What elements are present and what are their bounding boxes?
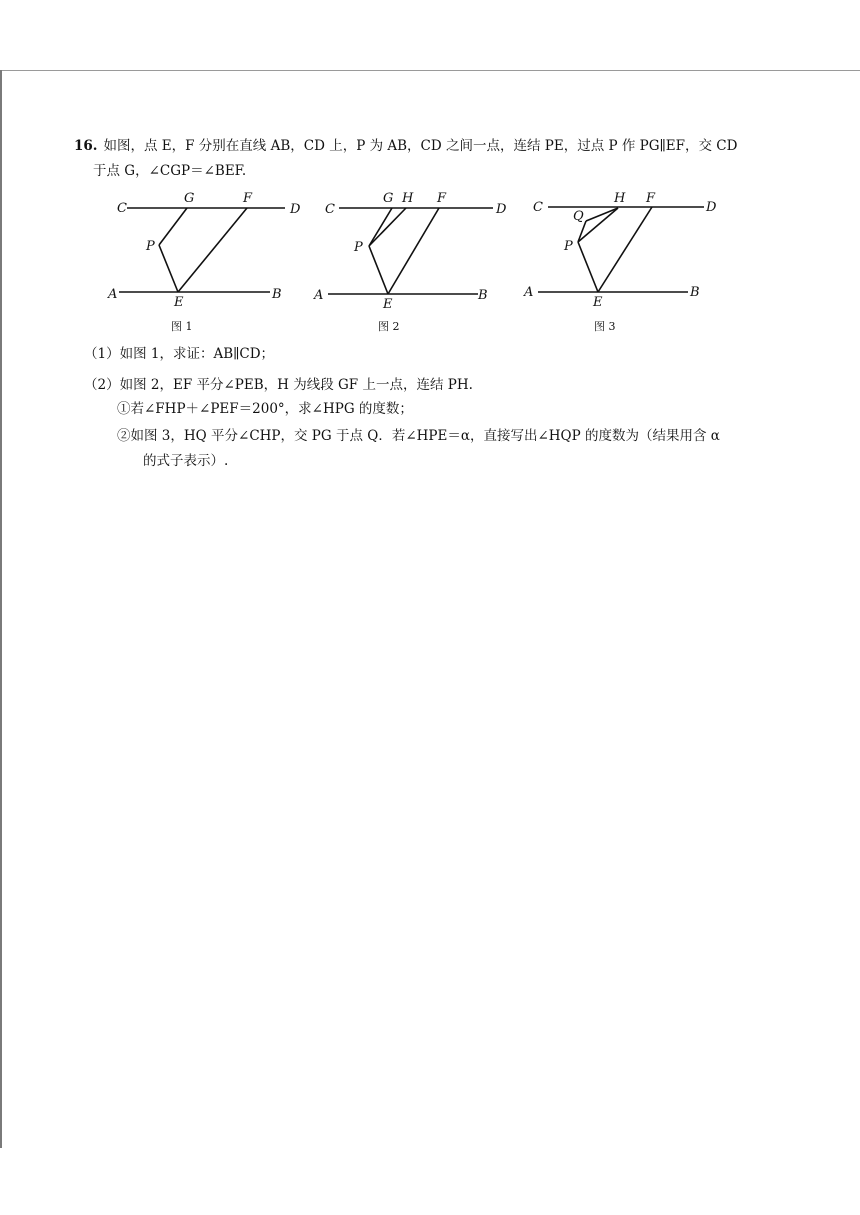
segment-pe bbox=[369, 246, 388, 294]
figure-1 bbox=[105, 188, 305, 338]
segment-ef bbox=[598, 207, 652, 292]
question-number: 16. bbox=[74, 138, 98, 154]
label-c: C bbox=[325, 202, 335, 217]
label-h: H bbox=[402, 191, 414, 206]
figure-1-caption: 图 1 bbox=[171, 320, 193, 333]
label-h: H bbox=[614, 191, 626, 206]
label-d: D bbox=[290, 202, 301, 217]
segment-ef bbox=[178, 208, 247, 292]
label-p: P bbox=[564, 239, 573, 254]
label-e: E bbox=[383, 297, 393, 312]
label-c: C bbox=[533, 200, 543, 215]
question-stem-line-2: 于点 G，∠CGP＝∠BEF. bbox=[93, 163, 247, 179]
label-b: B bbox=[690, 285, 700, 300]
question-stem-text-1: 如图，点 E，F 分别在直线 AB，CD 上，P 为 AB，CD 之间一点，连结 PE，过点 P 作 PG∥EF，交 CD bbox=[103, 138, 738, 154]
part-2-sub-2-line-1: ②如图 3，HQ 平分∠CHP，交 PG 于点 Q．若∠HPE＝α，直接写出∠HQP 的度数为（结果用含 α bbox=[117, 428, 720, 444]
part-2: （2）如图 2，EF 平分∠PEB，H 为线段 GF 上一点，连结 PH. bbox=[84, 377, 473, 393]
figure-3 bbox=[522, 188, 722, 338]
label-f: F bbox=[437, 191, 447, 206]
label-e: E bbox=[593, 295, 603, 310]
segment-pg bbox=[159, 208, 187, 245]
part-2-sub-1: ①若∠FHP＋∠PEF＝200°，求∠HPG 的度数； bbox=[117, 401, 413, 417]
label-a: A bbox=[108, 287, 118, 302]
segment-ef bbox=[388, 208, 439, 294]
part-2-sub-2-line-2: 的式子表示）. bbox=[143, 453, 229, 469]
label-d: D bbox=[496, 202, 507, 217]
label-f: F bbox=[243, 191, 253, 206]
segment-pe bbox=[159, 245, 178, 292]
figure-3-caption: 图 3 bbox=[594, 320, 616, 333]
label-a: A bbox=[524, 285, 534, 300]
label-e: E bbox=[174, 295, 184, 310]
question-stem-line-1 bbox=[74, 135, 737, 157]
label-q: Q bbox=[573, 209, 584, 224]
figure-2-caption: 图 2 bbox=[378, 320, 400, 333]
label-a: A bbox=[314, 288, 324, 303]
segment-pe bbox=[578, 242, 598, 292]
label-p: P bbox=[146, 239, 155, 254]
segment-qh bbox=[586, 208, 618, 221]
label-b: B bbox=[272, 287, 282, 302]
label-c: C bbox=[117, 201, 127, 216]
label-d: D bbox=[706, 200, 717, 215]
label-p: P bbox=[354, 240, 363, 255]
label-g: G bbox=[383, 191, 394, 206]
label-b: B bbox=[478, 288, 488, 303]
part-1: （1）如图 1，求证：AB∥CD； bbox=[84, 346, 275, 362]
label-g: G bbox=[184, 191, 195, 206]
label-f: F bbox=[646, 191, 656, 206]
segment-ph bbox=[369, 208, 406, 246]
figure-2 bbox=[313, 188, 513, 338]
